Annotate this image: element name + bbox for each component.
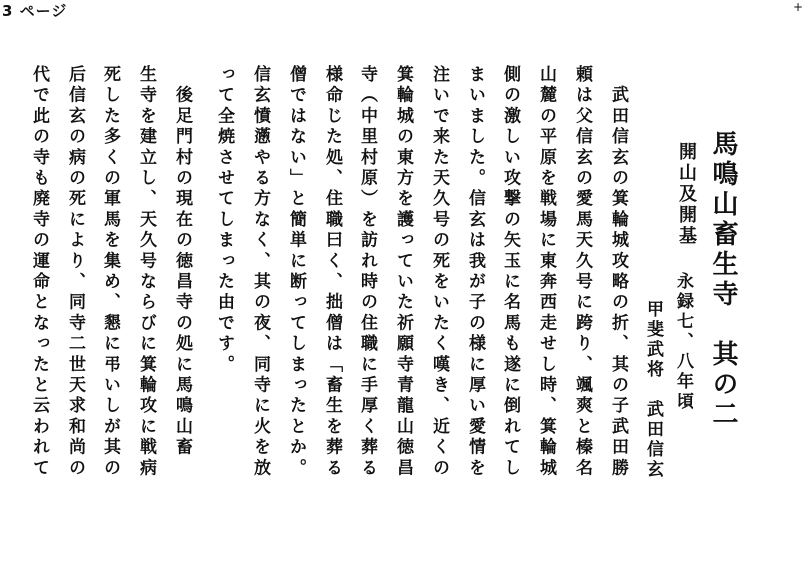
body-column: 代で此の寺も廃寺の運命となったと云われて [29,65,49,479]
document-date: 永録七、八年頃 [673,272,693,412]
body-column: 生寺を建立し、天久号ならびに箕輪攻に戦病 [136,65,156,479]
body-column: まいました。信玄は我が子の様に厚い愛情を [465,65,485,479]
body-column: 注いで来た天久号の死をいたく嘆き、近くの [429,65,449,479]
body-column: 后信玄の病の死により、同寺二世天求和尚の [65,65,85,479]
body-column: 山麓の平原を戦場に東奔西走せし時、箕輪城 [536,65,556,479]
body-column: 死した多くの軍馬を集め、懇に弔いしが其の [100,65,120,479]
body-column: 武田信玄の箕輪城攻略の折、其の子武田勝 [608,65,628,479]
document-subtitle: 開山及開基 [676,142,697,247]
corner-mark: + [792,0,803,14]
body-column: 頼は父信玄の愛馬天久号に跨り、颯爽と榛名 [572,65,592,479]
body-column: 後足門村の現在の徳昌寺の処に馬鳴山畜 [172,65,192,459]
body-column: 側の激しい攻撃の矢玉に名馬も遂に倒れてし [500,65,520,479]
page-number: 3 ページ [2,2,68,20]
body-column: 僧ではない」と簡単に断ってしまったとか。 [286,65,306,479]
body-column: って全焼させてしまった由です。 [214,65,234,376]
document-title: 馬鳴山畜生寺 其の二 [708,130,738,430]
body-column: 信玄憤懣やる方なく、其の夜、同寺に火を放 [250,65,270,479]
body-column: 箕輪城の東方を護っていた祈願寺青龍山徳昌 [393,65,413,479]
body-column: 寺（中里村原）を訪れ時の住職に手厚く葬る [357,65,377,479]
body-column: 様命じた処、住職曰く、拙僧は「畜生を葬る [322,65,342,479]
document-author: 甲斐武将 武田信玄 [643,300,663,480]
